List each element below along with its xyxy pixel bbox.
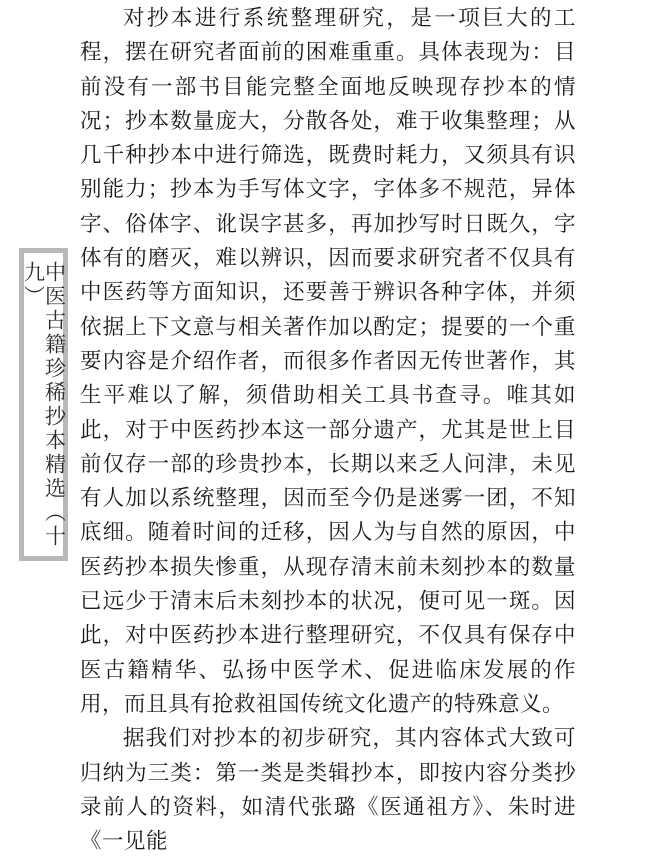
- page-body: [80, 2, 576, 859]
- side-running-title-frame: [21, 253, 67, 556]
- side-running-title-tab: [19, 248, 68, 561]
- side-running-title: 中医古籍珍稀抄本精选（十九）: [21, 261, 67, 549]
- body-paragraph-1: 对抄本进行系统整理研究，是一项巨大的工程，摆在研究者面前的困难重重。具体表现为：目前没有一部书目能完整全面地反映现存抄本的情况；抄本数量庞大，分散各处，难于收集整理；从几千种抄本中进行筛选，既费时耗力，又须具有识别能力；抄本为手写体文字，字体多不规范，异体字、俗体字、讹误字甚多，再加抄写时日既久，字体有的磨灭，难以辨识，因而要求研究者不仅具有中医药等方面知识，还要善于辨识各种字体，并须依据上下文意与相关著作加以酌定；提要的一个重要内容是介绍作者，而很多作者因无传世著作，其生平难以了解，须借助相关工具书查寻。唯其如此，对于中医药抄本这一部分遗产，尤其是世上目前仅存一部的珍贵抄本，长期以来乏人问津，未见有人加以系统整理，因而至今仍是迷雾一团，不知底细。随着时间的迁移，因人为与自然的原因，中医药抄本损失惨重，从现存清末前未刻抄本的数量已远少于清末后未刻抄本的状况，便可见一斑。因此，对中医药抄本进行整理研究，不仅具有保存中医古籍精华、弘扬中医学术、促进临床发展的作用，而且具有抢救祖国传统文化遗产的特殊意义。: [80, 6, 576, 717]
- body-paragraph-2: 据我们对抄本的初步研究，其内容体式大致可归纳为三类：第一类是类辑抄本，即按内容分类抄录前人的资料，如清代张璐《医通祖方》、朱时进《一见能: [80, 726, 576, 855]
